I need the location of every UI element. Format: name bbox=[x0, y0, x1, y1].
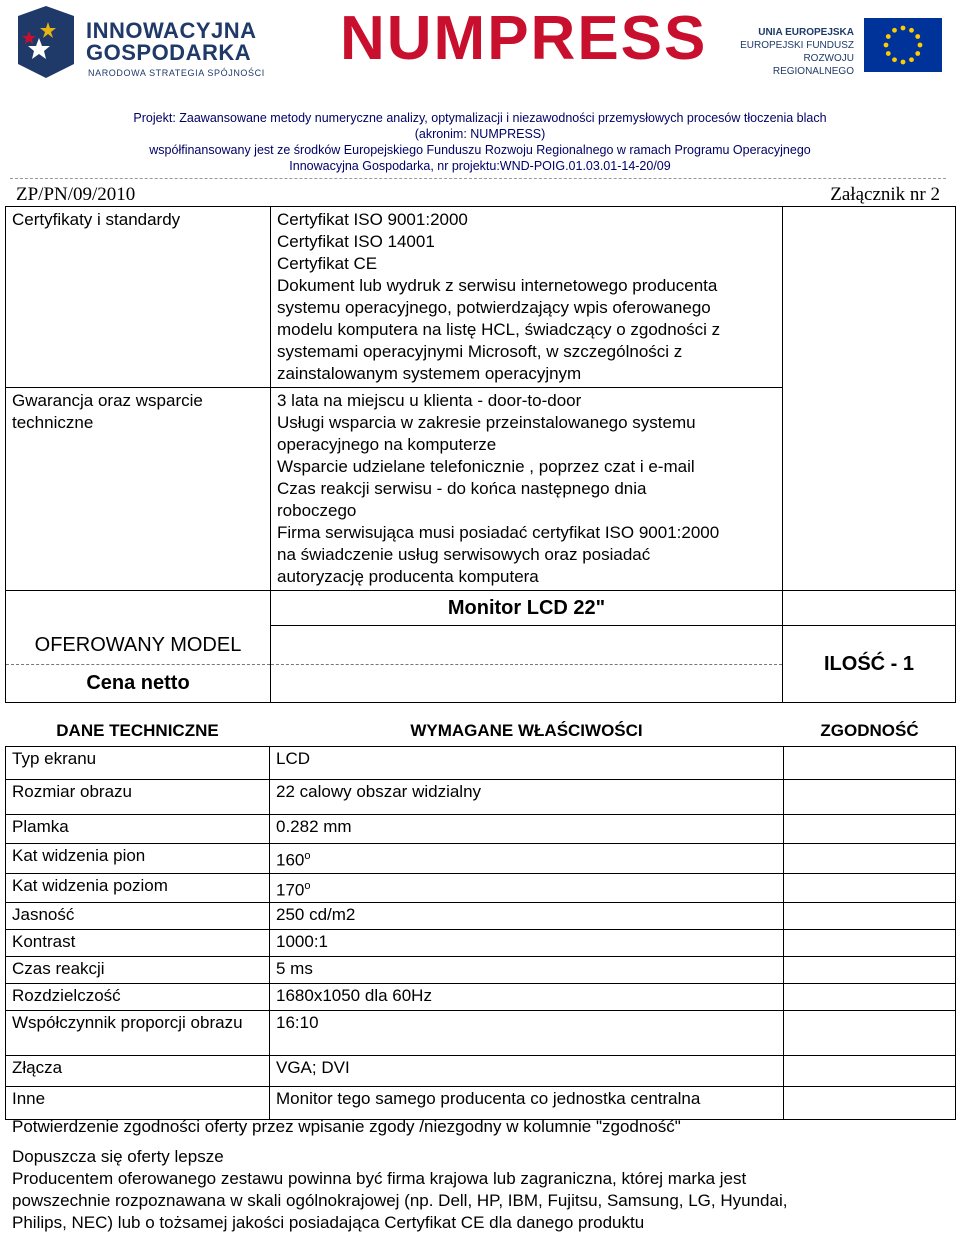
spec-row bbox=[6, 815, 956, 844]
spec-value-cell bbox=[270, 844, 784, 874]
model-label-cell bbox=[6, 626, 271, 703]
header-required: WYMAGANE WŁAŚCIWOŚCI bbox=[410, 721, 643, 740]
project-line: Innowacyjna Gospodarka, nr projektu:WND-POIG.01.03.01-14-20/09 bbox=[289, 159, 671, 173]
spec-label: Współczynnik proporcji obrazu bbox=[6, 1011, 270, 1056]
degree-superscript: o bbox=[304, 850, 311, 862]
spec-label: Inne bbox=[6, 1087, 270, 1120]
cert-values-cell bbox=[271, 207, 783, 388]
warranty-label: techniczne bbox=[12, 413, 94, 432]
spec-table bbox=[5, 716, 956, 1120]
spec-value-cell bbox=[270, 930, 784, 957]
cert-label: Certyfikaty i standardy bbox=[12, 210, 181, 229]
table-row bbox=[6, 207, 956, 388]
footer-line: Philips, NEC) lub o tożsamej jakości posiadająca Certyfikat CE dla danego produktu bbox=[12, 1213, 645, 1232]
footer-notes bbox=[12, 1116, 942, 1234]
eu-star-icon bbox=[886, 51, 891, 56]
table-row bbox=[6, 626, 956, 703]
eu-line3: ROZWOJU REGIONALNEGO bbox=[772, 53, 854, 77]
monitor-title-cell bbox=[271, 591, 783, 626]
price-label: Cena netto bbox=[6, 664, 270, 702]
numpress-logo: NUMPRESS bbox=[340, 4, 708, 73]
footer-line: Dopuszcza się oferty lepsze bbox=[12, 1147, 224, 1166]
warranty-line: 3 lata na miejscu u klienta - door-to-door bbox=[277, 391, 582, 410]
warranty-line: Wsparcie udzielane telefonicznie , poprzez czat i e-mail bbox=[277, 457, 695, 476]
cert-line: Dokument lub wydruk z serwisu internetowego producenta bbox=[277, 276, 718, 295]
cert-line: Certyfikat ISO 14001 bbox=[277, 232, 435, 251]
eu-star-icon bbox=[892, 28, 897, 33]
monitor-title: Monitor LCD 22" bbox=[447, 597, 606, 619]
spec-value: 160 bbox=[276, 850, 305, 870]
eu-star-icon bbox=[909, 57, 914, 62]
spec-label: Kat widzenia poziom bbox=[6, 873, 270, 903]
spec-value: VGA; DVI bbox=[276, 1058, 350, 1078]
eu-star-icon bbox=[909, 28, 914, 33]
warranty-line: Czas reakcji serwisu - do końca następnego dnia bbox=[277, 479, 647, 498]
spec-value-cell bbox=[270, 873, 784, 903]
spec-label: Plamka bbox=[6, 815, 270, 844]
spec-value-cell bbox=[270, 984, 784, 1011]
compliance-cell[interactable] bbox=[784, 930, 956, 957]
spec-value: 170 bbox=[276, 880, 305, 900]
spec-row bbox=[6, 957, 956, 984]
spec-value: 1000:1 bbox=[276, 932, 328, 952]
warranty-label-cell bbox=[6, 388, 271, 591]
warranty-line: operacyjnego na komputerze bbox=[277, 435, 497, 454]
eu-flag-icon bbox=[864, 18, 942, 72]
attachment-label: Załącznik nr 2 bbox=[830, 184, 940, 205]
spec-label: Kontrast bbox=[6, 930, 270, 957]
footer-line: Potwierdzenie zgodności oferty przez wpisanie zgody /niezgodny w kolumnie "zgodność" bbox=[12, 1117, 681, 1136]
warranty-line: na świadczenie usług serwisowych oraz posiadać bbox=[277, 545, 651, 564]
compliance-cell[interactable] bbox=[784, 780, 956, 815]
innowacyjna-gospodarka-logo-icon bbox=[18, 6, 74, 78]
logo-ig-line2: GOSPODARKA bbox=[86, 40, 252, 65]
degree-superscript: o bbox=[304, 879, 311, 892]
warranty-line: roboczego bbox=[277, 501, 357, 520]
spec-row bbox=[6, 1056, 956, 1087]
spec-value-cell bbox=[270, 1011, 784, 1056]
spec-label: Złącza bbox=[6, 1056, 270, 1087]
compliance-cell[interactable] bbox=[784, 903, 956, 930]
spec-value: 250 cd/m2 bbox=[276, 905, 356, 925]
quantity-cell bbox=[783, 626, 956, 703]
spec-value: 16:10 bbox=[276, 1013, 319, 1033]
header-compliance: ZGODNOŚĆ bbox=[820, 721, 919, 740]
eu-line2: EUROPEJSKI FUNDUSZ bbox=[740, 40, 854, 51]
compliance-cell[interactable] bbox=[784, 1087, 956, 1120]
spec-label: Rozmiar obrazu bbox=[6, 780, 270, 815]
compliance-cell[interactable] bbox=[784, 984, 956, 1011]
spec-label: Jasność bbox=[6, 903, 270, 930]
spec-value: 0.282 mm bbox=[276, 817, 352, 836]
spec-row bbox=[6, 1011, 956, 1056]
eu-star-icon bbox=[886, 34, 891, 39]
eu-star-icon bbox=[918, 43, 923, 48]
cert-line: zainstalowanym systemem operacyjnym bbox=[277, 364, 582, 383]
header-technical: DANE TECHNICZNE bbox=[56, 721, 219, 740]
eu-star-icon bbox=[892, 57, 897, 62]
offered-model-label: OFEROWANY MODEL bbox=[34, 633, 242, 656]
spec-value-cell bbox=[270, 780, 784, 815]
eu-star-icon bbox=[901, 60, 906, 65]
quantity-label: ILOŚĆ - 1 bbox=[823, 653, 914, 675]
spec-row bbox=[6, 844, 956, 874]
header-divider bbox=[10, 178, 946, 179]
spec-label: Rozdzielczość bbox=[6, 984, 270, 1011]
spec-value: Monitor tego samego producenta co jednostka centralna bbox=[276, 1089, 701, 1109]
spec-value: LCD bbox=[276, 749, 311, 768]
spec-value-cell bbox=[270, 747, 784, 780]
spec-value: 5 ms bbox=[276, 959, 313, 979]
reference-number: ZP/PN/09/2010 bbox=[16, 184, 136, 205]
spec-value-cell bbox=[270, 1056, 784, 1087]
compliance-cell[interactable] bbox=[784, 957, 956, 984]
spec-value-cell bbox=[270, 903, 784, 930]
eu-star-icon bbox=[884, 43, 889, 48]
spec-row bbox=[6, 1087, 956, 1120]
warranty-line: Firma serwisująca musi posiadać certyfikat ISO 9001:2000 bbox=[277, 523, 720, 542]
eu-star-icon bbox=[915, 34, 920, 39]
eu-logo-text bbox=[722, 26, 854, 78]
compliance-cell[interactable] bbox=[784, 873, 956, 903]
spec-row bbox=[6, 984, 956, 1011]
footer-line: powszechnie rozpoznawana w skali ogólnokrajowej (np. Dell, HP, IBM, Fujitsu, Samsung, LG, Hyundai, bbox=[12, 1191, 788, 1210]
warranty-label: Gwarancja oraz wsparcie bbox=[12, 391, 203, 410]
spec-row bbox=[6, 747, 956, 780]
warranty-line: autoryzację producenta komputera bbox=[277, 567, 539, 586]
logo-ig-subtitle: NARODOWA STRATEGIA SPÓJNOŚCI bbox=[88, 68, 265, 78]
cert-label-cell bbox=[6, 207, 271, 388]
spec-label: Czas reakcji bbox=[6, 957, 270, 984]
spec-value-cell bbox=[270, 1087, 784, 1120]
cert-line: Certyfikat CE bbox=[277, 254, 378, 273]
compliance-cell[interactable] bbox=[784, 815, 956, 844]
table-row bbox=[6, 591, 956, 626]
cert-line: systemami operacyjnymi Microsoft, w szczególności z bbox=[277, 342, 683, 361]
price-input-area[interactable] bbox=[271, 664, 782, 702]
footer-line: Producentem oferowanego zestawu powinna być firma krajowa lub zagraniczna, której marka jest bbox=[12, 1169, 747, 1188]
spec-label: Typ ekranu bbox=[6, 747, 270, 780]
empty-cell bbox=[6, 591, 271, 626]
project-line: (akronim: NUMPRESS) bbox=[414, 127, 546, 141]
project-line: Projekt: Zaawansowane metody numeryczne analizy, optymalizacji i niezawodności przemysłowych procesów tłoczenia blach bbox=[133, 111, 827, 125]
model-value-cell[interactable] bbox=[271, 626, 783, 703]
cert-line: systemu operacyjnego, potwierdzający wpis oferowanego bbox=[277, 298, 711, 317]
project-line: współfinansowany jest ze środków Europejskiego Funduszu Rozwoju Regionalnego w ramach Programu Operacyjnego bbox=[149, 143, 811, 157]
spec-value: 22 calowy obszar widzialny bbox=[276, 782, 482, 801]
project-description bbox=[0, 110, 960, 174]
spec-row bbox=[6, 903, 956, 930]
spec-label: Kat widzenia pion bbox=[6, 844, 270, 874]
spec-value-cell bbox=[270, 815, 784, 844]
requirements-table-top bbox=[5, 206, 956, 703]
eu-line1: UNIA EUROPEJSKA bbox=[758, 27, 854, 38]
spec-row bbox=[6, 873, 956, 903]
compliance-cell[interactable] bbox=[784, 1011, 956, 1056]
eu-star-icon bbox=[901, 26, 906, 31]
compliance-cell-top[interactable] bbox=[783, 207, 956, 591]
logo-ig-line1: INNOWACYJNA bbox=[86, 18, 257, 43]
cert-line: Certyfikat ISO 9001:2000 bbox=[277, 210, 468, 229]
warranty-line: Usługi wsparcia w zakresie przeinstalowanego systemu bbox=[277, 413, 696, 432]
spec-value: 1680x1050 dla 60Hz bbox=[276, 986, 432, 1006]
spec-row bbox=[6, 780, 956, 815]
spec-header-row bbox=[6, 716, 956, 747]
logo-ig-wordmark bbox=[86, 20, 257, 64]
model-input-area[interactable] bbox=[271, 626, 782, 664]
cert-line: modelu komputera na listę HCL, świadczący o zgodności z bbox=[277, 320, 721, 339]
eu-star-icon bbox=[915, 51, 920, 56]
compliance-cell[interactable] bbox=[784, 747, 956, 780]
spec-value-cell bbox=[270, 957, 784, 984]
spec-row bbox=[6, 930, 956, 957]
warranty-values-cell bbox=[271, 388, 783, 591]
empty-cell bbox=[783, 591, 956, 626]
compliance-cell[interactable] bbox=[784, 844, 956, 874]
compliance-cell[interactable] bbox=[784, 1056, 956, 1087]
